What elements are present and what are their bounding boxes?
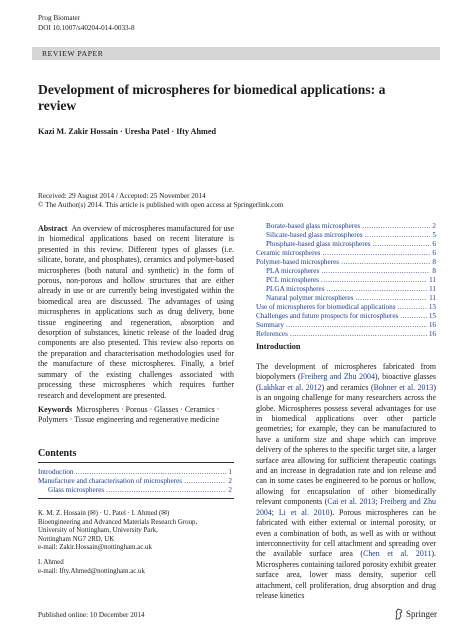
citation-link[interactable]: Bohner et al. 2013 <box>373 382 434 392</box>
citation-link[interactable]: Freiberg and Zhu 2004 <box>300 372 375 382</box>
affil-author-2: I. Ahmed <box>38 558 64 566</box>
contents-heading: Contents <box>38 448 77 459</box>
published-online: Published online: 10 December 2014 <box>38 611 145 619</box>
toc-item[interactable]: Challenges and future prospects for microspheres ..... 15 <box>256 312 436 321</box>
affiliations <box>38 510 238 576</box>
keywords-heading: Keywords <box>38 405 73 414</box>
toc-page: 2 <box>228 477 232 485</box>
author-list: Kazi M. Zakir Hossain · Uresha Patel · Ifty Ahmed <box>38 127 217 136</box>
affil-group: Bioengineering and Advanced Materials Research Group, <box>38 518 198 526</box>
toc-item[interactable]: Borate-based glass microspheres ..... 2 <box>266 222 436 231</box>
citation-link[interactable]: Li et al. 2010 <box>278 507 330 517</box>
affil-city: Nottingham NG7 2RD, UK <box>38 535 115 543</box>
toc-item[interactable] <box>38 468 232 477</box>
contents-top-rule <box>38 462 234 463</box>
received-accepted: Received: 29 August 2014 / Accepted: 25 November 2014 <box>38 192 206 200</box>
abstract <box>38 224 234 401</box>
toc-item[interactable]: PLGA microspheres ..... 11 <box>266 285 436 294</box>
contents-bottom-rule <box>38 498 234 499</box>
toc-item[interactable]: Silicate-based glass microspheres ..... 5 <box>266 231 436 240</box>
toc-item[interactable]: PLA microspheres ..... 8 <box>266 267 436 276</box>
introduction-heading: Introduction <box>256 342 301 351</box>
journal-name: Prog Biomater <box>38 14 81 22</box>
abstract-heading: Abstract <box>38 224 68 233</box>
citation-link[interactable]: Chen et al. 2011 <box>363 549 432 559</box>
toc-label: Glass microspheres <box>48 486 105 494</box>
toc-page: 1 <box>228 468 232 476</box>
affil-university: University of Nottingham, University Park, <box>38 527 158 535</box>
article-title: Development of microspheres for biomedical applications: a review <box>38 82 386 113</box>
publisher-name: Springer <box>406 609 437 619</box>
toc-label: Manufacture and characterisation of microspheres <box>38 477 183 485</box>
toc-item[interactable]: Polymer-based microspheres ..... 8 <box>256 258 436 267</box>
citation-link[interactable]: Freiberg and Zhu 2004 <box>256 497 436 517</box>
keywords-body: Microspheres · Porous · Glasses · Ceramics · Polymers · Tissue engineering and regenerative medicine <box>38 405 220 425</box>
toc-label: Introduction <box>38 468 74 476</box>
toc-item[interactable]: Natural polymer microspheres ..... 11 <box>266 294 436 303</box>
introduction-body: The development of microspheres fabricated from biopolymers (Freiberg and Zhu 2004), bioactive glasses (Lakhkar et al. 2012) and ceramics (Bohner et al. 2013) is an ongoing challenge for many researchers across the globe. Microspheres possess several advantages for use in biomedical applications over other particle geometries; for example, they can be manufactured to have a uniform size and shape which can improve delivery of the spheres to the specific target site, a larger surface area allowing for sufficient therapeutic coatings and an increase in degradation rate and ion release and can in some cases be engineered to be porous or hollow, allowing for encapsulation of other biomedically relevant components (Cai et al. 2013; Freiberg and Zhu 2004; Li et al. 2010). Porous microspheres can be fabricated with either external or internal porosity, or even a combination of both, as well as with or without interconnectivity for cell attachment and spreading over the available surface area (Chen et al. 2011). Microspheres containing tailored porosity exhibit greater surface area, lower mass density, superior cell attachment, cell proliferation, drug absorption and drug release kinetics <box>256 362 436 600</box>
toc-item[interactable]: Summary ..... 16 <box>256 321 436 330</box>
abstract-body: An overview of microspheres manufactured for use in biomedical applications based on recent literature is presented in this review. Different types of glasses (i.e. silicate, borate, and phosphates), ceramics and polymer-based microspheres (both natural and synthetic) in the form of porous, non-porous and hollow structures that are either already in use or are currently being investigated within the biomedical area are discussed. The advantages of using microspheres in applications such as drug delivery, bone tissue engineering and regeneration, absorption and desorption of substances, kinetic release of the loaded drug components are also presented. This review also reports on the preparation and characterisation methodologies used for the manufacture of these microspheres. Finally, a brief summary of the existing challenges associated with processing these microspheres which requires further research and development are presented. <box>38 224 234 400</box>
doi: DOI 10.1007/s40204-014-0033-8 <box>38 24 135 32</box>
springer-horse-icon <box>394 608 404 620</box>
toc-page: 2 <box>228 486 232 494</box>
section-label: REVIEW PAPER <box>42 49 104 58</box>
affil-email-link-2[interactable]: e-mail: Ifty.Ahmed@nottingham.ac.uk <box>38 567 145 575</box>
citation-link[interactable]: Lakhkar et al. 2012 <box>258 382 322 392</box>
toc-item[interactable]: PCL microspheres ..... 11 <box>266 276 436 285</box>
affil-authors: K. M. Z. Hossain (✉) · U. Patel · I. Ahmed (✉) <box>38 510 170 517</box>
toc-item[interactable] <box>48 486 232 495</box>
affil-email-link[interactable]: e-mail: Zakir.Hossain@nottingham.ac.uk <box>38 544 152 552</box>
toc-item[interactable]: Phosphate-based glass microspheres ..... 6 <box>266 240 436 249</box>
article-dates <box>38 192 284 210</box>
toc-item[interactable]: References ..... 16 <box>256 330 436 339</box>
toc-item[interactable] <box>38 477 232 486</box>
citation-link[interactable]: Cai et al. 2013 <box>327 497 376 507</box>
section-banner <box>32 47 440 60</box>
toc-item[interactable]: Use of microspheres for biomedical applications ..... 13 <box>256 303 436 312</box>
license-note: © The Author(s) 2014. This article is published with open access at Springerlink.com <box>38 201 284 209</box>
keywords <box>38 405 234 426</box>
publisher-logo <box>394 608 437 620</box>
toc-item[interactable]: Ceramic microspheres ..... 6 <box>256 249 436 258</box>
